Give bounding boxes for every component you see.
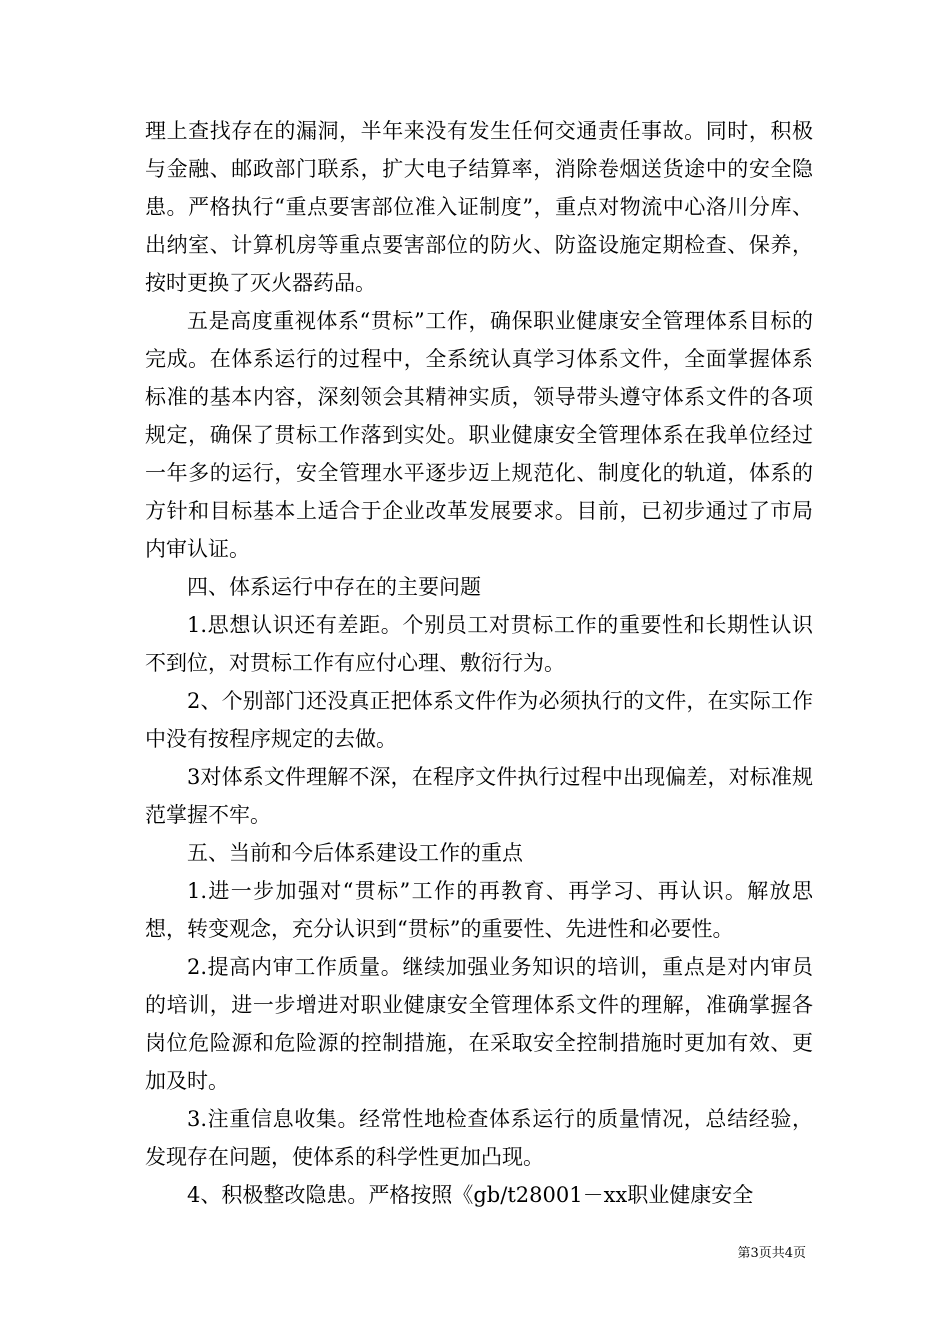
body-paragraph: 3对体系文件理解不深，在程序文件执行过程中出现偏差，对标准规范掌握不牢。 [145,765,813,827]
body-paragraph: 4、积极整改隐患。严格按照《gb/t28001－xx职业健康安全 [187,1183,754,1207]
body-paragraph: 五、当前和今后体系建设工作的重点 [187,841,523,865]
body-paragraph: 2、个别部门还没真正把体系文件作为必须执行的文件，在实际工作中没有按程序规定的去做。 [145,689,813,751]
page-footer: 第3页共4页 [737,1246,806,1261]
body-paragraph: 1.思想认识还有差距。个别员工对贯标工作的重要性和长期性认识不到位，对贯标工作有应付心理、敷衍行为。 [145,613,813,675]
body-paragraph: 1.进一步加强对“贯标”工作的再教育、再学习、再认识。解放思想，转变观念，充分认识到“贯标”的重要性、先进性和必要性。 [145,879,813,941]
body-paragraph: 3.注重信息收集。经常性地检查体系运行的质量情况，总结经验，发现存在问题，使体系的科学性更加凸现。 [145,1107,813,1169]
body-paragraph: 理上查找存在的漏洞，半年来没有发生任何交通责任事故。同时，积极与金融、邮政部门联系，扩大电子结算率，消除卷烟送货途中的安全隐患。严格执行“重点要害部位准入证制度”，重点对物流中心洛川分库、出纳室、计算机房等重点要害部位的防火、防盗设施定期检查、保养，按时更换了灭火器药品。 [145,119,813,295]
body-paragraph: 四、体系运行中存在的主要问题 [187,575,481,599]
document-body [145,112,813,1214]
body-paragraph: 五是高度重视体系“贯标”工作，确保职业健康安全管理体系目标的完成。在体系运行的过程中，全系统认真学习体系文件，全面掌握体系标准的基本内容，深刻领会其精神实质，领导带头遵守体系文件的各项规定，确保了贯标工作落到实处。职业健康安全管理体系在我单位经过一年多的运行，安全管理水平逐步迈上规范化、制度化的轨道，体系的方针和目标基本上适合于企业改革发展要求。目前，已初步通过了市局内审认证。 [145,309,813,561]
body-paragraph: 2.提高内审工作质量。继续加强业务知识的培训，重点是对内审员的培训，进一步增进对职业健康安全管理体系文件的理解，准确掌握各岗位危险源和危险源的控制措施，在采取安全控制措施时更加有效、更加及时。 [145,955,813,1093]
